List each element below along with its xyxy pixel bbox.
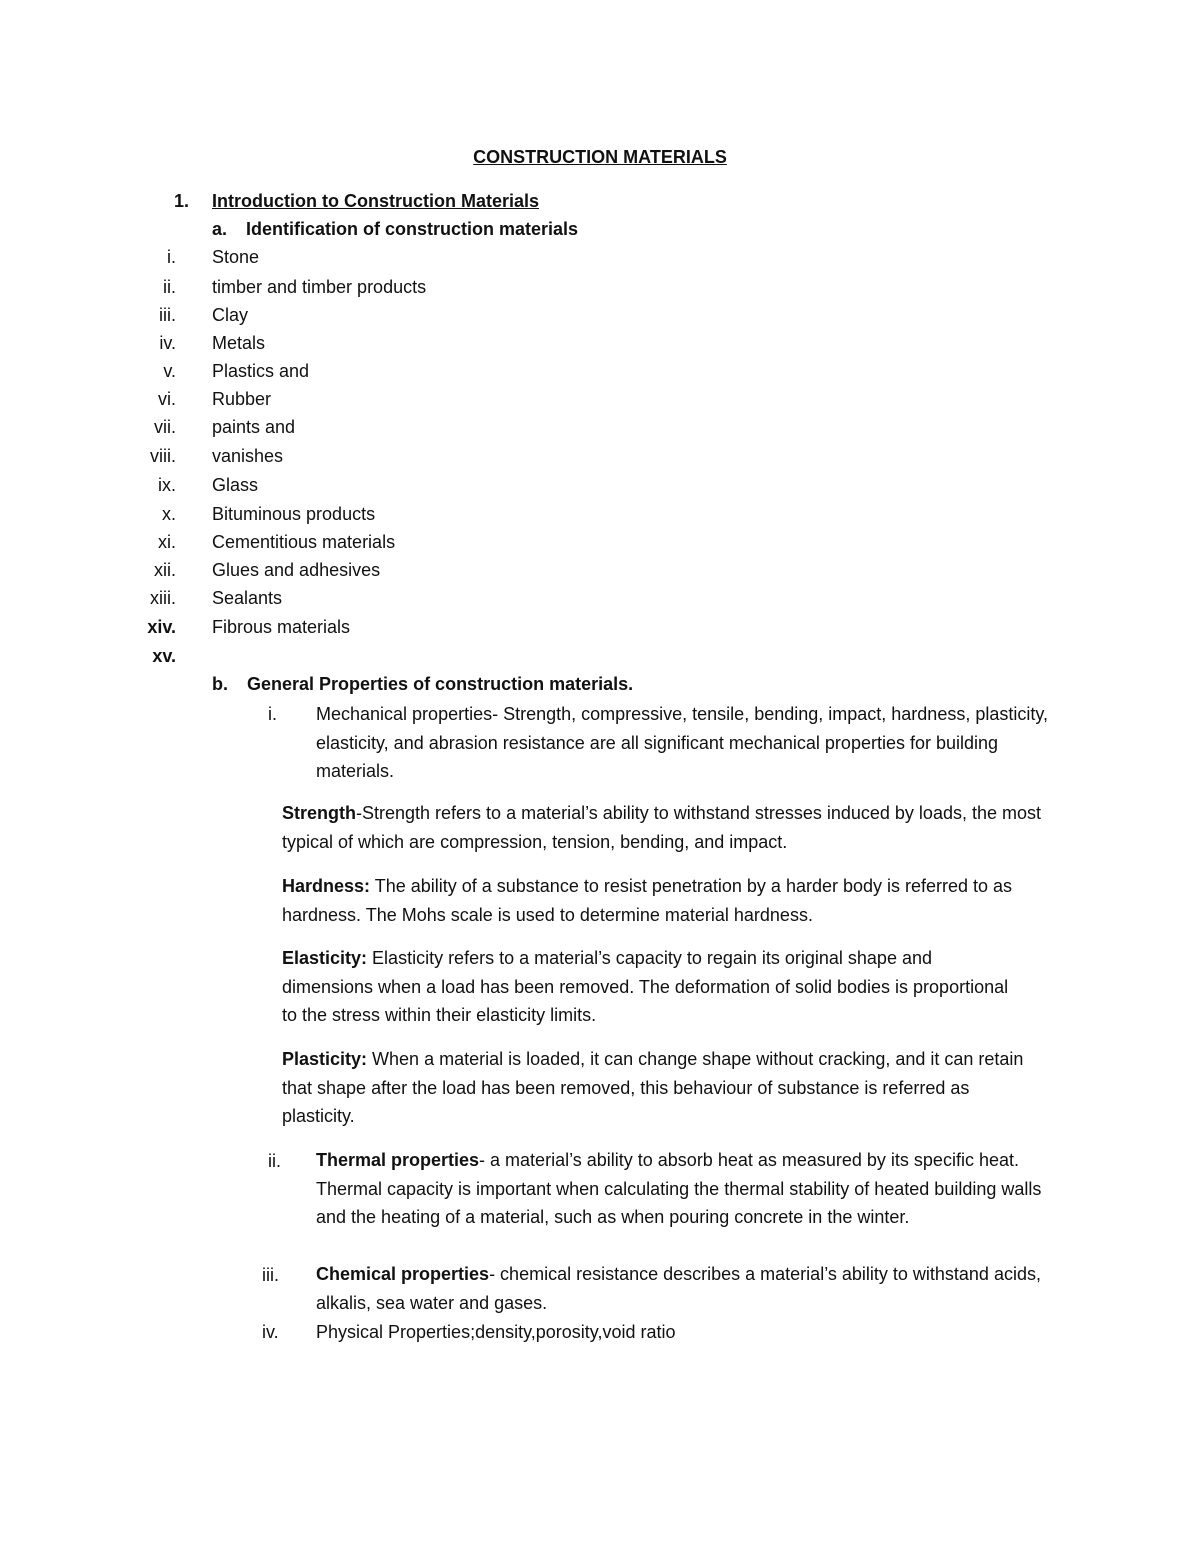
subsection-a-heading: Identification of construction materials: [246, 219, 579, 239]
property-number: ii.: [268, 1151, 281, 1171]
chemical-properties-paragraph: [316, 1260, 1056, 1317]
elasticity-paragraph: [282, 944, 1022, 1030]
list-item: Fibrous materials: [212, 617, 351, 637]
plasticity-paragraph: [282, 1045, 1047, 1131]
list-item-number: ii.: [163, 277, 176, 297]
subsection-b-letter: b.: [212, 674, 228, 694]
chemical-text: - chemical resistance describes a material’s ability to withstand acids, alkalis, sea water and gases.: [316, 1264, 1041, 1313]
list-item-number: vii.: [154, 417, 176, 437]
elasticity-text: Elasticity refers to a material’s capacity to regain its original shape and dimensions when a load has been removed. The deformation of solid bodies is proportional to the stress within their elasticity limits.: [282, 948, 1009, 1025]
subsection-a-letter: a.: [212, 219, 228, 239]
physical-properties-text: Physical Properties;density,porosity,void ratio: [316, 1322, 676, 1342]
property-number: iv.: [262, 1322, 279, 1342]
chemical-label: Chemical properties: [316, 1264, 490, 1284]
strength-text: -Strength refers to a material’s ability to withstand stresses induced by loads, the most typical of which are compression, tension, bending, and impact.: [282, 803, 1041, 852]
property-number: iii.: [262, 1265, 279, 1285]
list-item-number: iii.: [159, 305, 176, 325]
strength-label: Strength: [282, 803, 356, 823]
thermal-text: - a material’s ability to absorb heat as measured by its specific heat. Thermal capacity is important when calculating the thermal stability of heated building walls and the heating of a material, such as when pouring concrete in the winter.: [316, 1150, 1042, 1227]
list-item: paints and: [212, 417, 296, 437]
list-item-number: xii.: [154, 560, 176, 580]
list-item-number: xiii.: [150, 588, 176, 608]
list-item-number: iv.: [159, 333, 176, 353]
list-item: Metals: [212, 333, 266, 353]
section-heading: Introduction to Construction Materials: [212, 191, 539, 211]
plasticity-text: When a material is loaded, it can change shape without cracking, and it can retain that shape after the load has been removed, this behaviour of substance is referred as plasticity.: [282, 1049, 1024, 1126]
list-item-number: ix.: [158, 475, 176, 495]
list-item: Bituminous products: [212, 504, 376, 524]
list-item-number: vi.: [158, 389, 176, 409]
document-title: CONSTRUCTION MATERIALS: [473, 147, 727, 167]
hardness-text: The ability of a substance to resist penetration by a harder body is referred to as hardness. The Mohs scale is used to determine material hardness.: [282, 876, 1013, 925]
list-item: Glass: [212, 475, 259, 495]
mechanical-properties-paragraph: Mechanical properties- Strength, compressive, tensile, bending, impact, hardness, plasticity, elasticity, and abrasion resistance are all significant mechanical properties for building materials.: [316, 704, 1049, 781]
strength-paragraph: [282, 799, 1057, 856]
list-item: vanishes: [212, 446, 284, 466]
list-item-number: xiv.: [147, 617, 176, 637]
subsection-b-heading: General Properties of construction materials.: [247, 674, 634, 694]
list-item: Glues and adhesives: [212, 560, 381, 580]
hardness-label: Hardness:: [282, 876, 371, 896]
list-item: Rubber: [212, 389, 272, 409]
list-item-number: x.: [161, 504, 176, 524]
elasticity-label: Elasticity:: [282, 948, 368, 968]
list-item-number: xi.: [158, 532, 176, 552]
list-item: timber and timber products: [212, 277, 427, 297]
plasticity-label: Plasticity:: [282, 1049, 368, 1069]
list-item: Sealants: [212, 588, 283, 608]
list-item-number: i.: [167, 247, 176, 267]
property-number: i.: [268, 704, 277, 724]
section-number: 1.: [174, 191, 190, 211]
thermal-properties-paragraph: [316, 1146, 1056, 1232]
list-item: Cementitious materials: [212, 532, 396, 552]
list-item-number: viii.: [150, 446, 176, 466]
thermal-label: Thermal properties: [316, 1150, 480, 1170]
list-item-number: v.: [163, 361, 176, 381]
hardness-paragraph: [282, 872, 1057, 929]
list-item: Clay: [212, 305, 249, 325]
list-item: Plastics and: [212, 361, 310, 381]
list-item: Stone: [212, 247, 260, 267]
list-item-number: xv.: [152, 646, 176, 666]
